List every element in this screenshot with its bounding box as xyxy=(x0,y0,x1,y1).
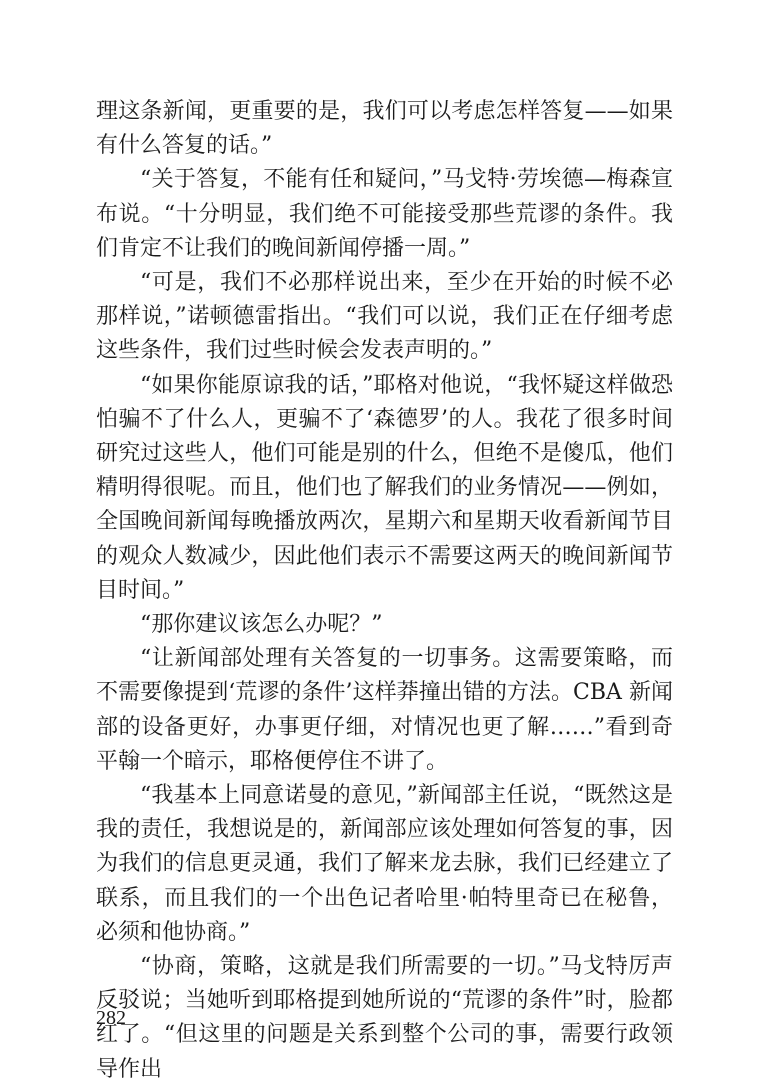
paragraph-7: “我基本上同意诺曼的意见，”新闻部主任说，“既然这是我的责任，我想说是的，新闻部应该处理如何答复的事，因为我们的信息更灵通，我们了解来龙去脉，我们已经建立了联系，而且我们的一个出色记者哈里·帕特里奇已在秘鲁，必须和他协商。” xyxy=(96,783,673,945)
paragraph-2: “关于答复，不能有任和疑问，”马戈特·劳埃德—梅森宣布说。“十分明显，我们绝不可能接受那些荒谬的条件。我们肯定不让我们的晚间新闻停播一周。” xyxy=(96,167,673,261)
paragraph-4: “如果你能原谅我的话，”耶格对他说，“我怀疑这样做恐怕骗不了什么人，更骗不了‘森德罗’的人。我花了很多时间研究过这些人，他们可能是别的什么，但绝不是傻瓜，他们精明得很呢。而且，他们也了解我们的业务情况——例如，全国晚间新闻每晚播放两次，星期六和星期天收看新闻节目的观众人数减少，因此他们表示不需要这两天的晚间新闻节目时间。” xyxy=(96,372,673,603)
page-number: 282 xyxy=(96,1007,126,1029)
paragraph-3: “可是，我们不必那样说出来，至少在开始的时候不必那样说，”诺顿德雷指出。“我们可以说，我们正在仔细考虑这些条件，我们过些时候会发表声明的。” xyxy=(96,270,673,364)
book-page-text xyxy=(96,95,673,1087)
paragraph-6: “让新闻部处理有关答复的一切事务。这需要策略，而不需要像提到‘荒谬的条件’这样莽撞出错的方法。CBA 新闻部的设备更好，办事更仔细，对情况也更了解……”看到奇平翰一个暗示，耶格便停住不讲了。 xyxy=(96,646,673,774)
paragraph-8: “协商，策略，这就是我们所需要的一切。”马戈特厉声反驳说；当她听到耶格提到她所说的“荒谬的条件”时，脸都红了。“但这里的问题是关系到整个公司的事，需要行政领导作出 xyxy=(96,954,673,1082)
paragraph-1: 理这条新闻，更重要的是，我们可以考虑怎样答复——如果有什么答复的话。” xyxy=(96,99,673,159)
paragraph-5: “那你建议该怎么办呢？” xyxy=(140,612,383,638)
